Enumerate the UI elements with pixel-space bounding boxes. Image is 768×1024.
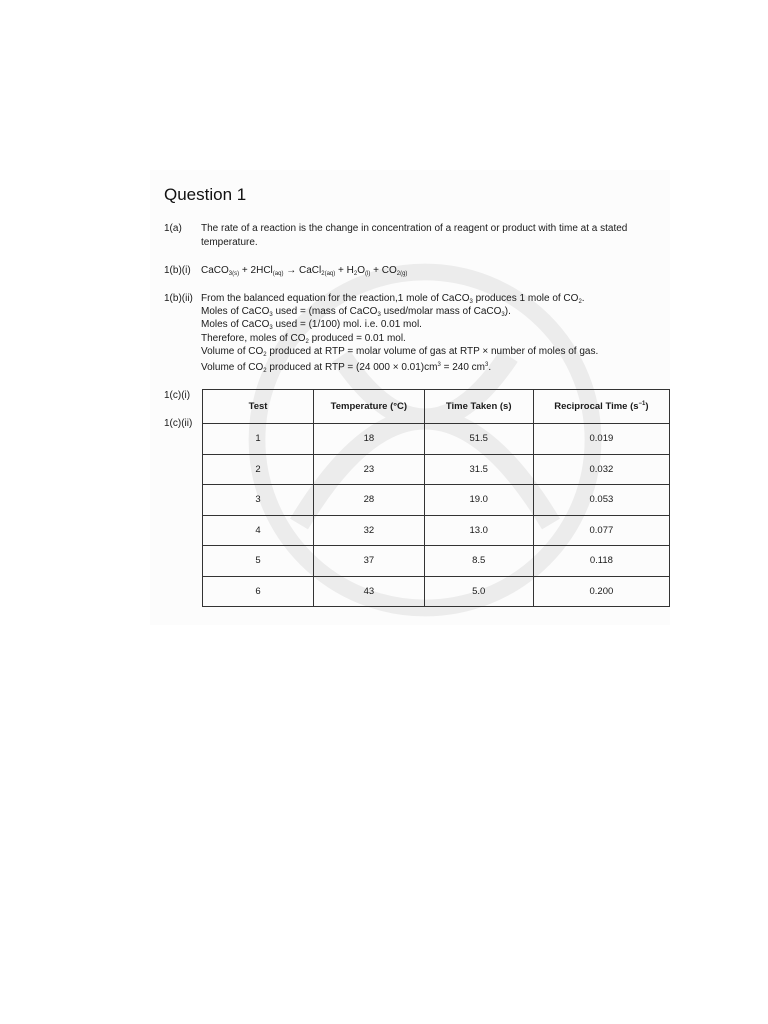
cell-reciprocal: 0.019 xyxy=(533,424,669,455)
label-1ci: 1(c)(i) xyxy=(164,390,191,401)
answer-1bii-line5: Volume of $CO_2$ produced at RTP = molar volume of gas at RTP × number of moles of gas. xyxy=(201,346,599,358)
cell-reciprocal: 0.053 xyxy=(533,485,669,516)
header-temperature: Temperature (°C) xyxy=(314,390,424,424)
cell-time: 5.0 xyxy=(424,576,533,607)
answer-1bii-line6: Volume of $CO_2$ produced at RTP = (24 $000 \times 0.01)cm^3 = 240$ $cm^3$. xyxy=(201,362,492,374)
answer-1a-line1: The rate of a reaction is the change in concentration of a reagent or product with time at a stated xyxy=(201,223,628,234)
cell-test: 4 xyxy=(203,515,314,546)
cell-temperature: 18 xyxy=(314,424,424,455)
cell-temperature: 23 xyxy=(314,454,424,485)
cell-time: 19.0 xyxy=(424,485,533,516)
cell-time: 31.5 xyxy=(424,454,533,485)
answer-1bii-line4: Therefore, moles of $CO_2$ produced = 0.01 mol. xyxy=(201,333,406,345)
cell-reciprocal: 0.077 xyxy=(533,515,669,546)
results-table xyxy=(202,389,670,607)
label-1a: 1(a) xyxy=(164,223,182,234)
table-header-row xyxy=(203,390,670,424)
answer-1a-line2: temperature. xyxy=(201,237,258,248)
cell-temperature: 43 xyxy=(314,576,424,607)
answer-1bii-line3: Moles of CaCO$_3$ used = (1/100) mol. i.e. 0.01 mol. xyxy=(201,319,422,331)
cell-time: 13.0 xyxy=(424,515,533,546)
label-1bi: 1(b)(i) xyxy=(164,265,191,276)
answer-1bii-line2: Moles of CaCO$_3$ used = (mass of CaCO$_3$ used/molar mass of CaCO$_3$). xyxy=(201,306,511,318)
question-title: Question 1 xyxy=(164,185,247,204)
cell-reciprocal: 0.118 xyxy=(533,546,669,577)
cell-time: 8.5 xyxy=(424,546,533,577)
answer-1bii-line1: From the balanced equation for the reaction,1 mole of CaCO$_3$ produces 1 mole of $CO_2$. xyxy=(201,293,585,305)
cell-test: 6 xyxy=(203,576,314,607)
cell-reciprocal: 0.200 xyxy=(533,576,669,607)
table-row xyxy=(203,485,670,516)
cell-temperature: 28 xyxy=(314,485,424,516)
table-row xyxy=(203,515,670,546)
table-row xyxy=(203,576,670,607)
cell-test: 1 xyxy=(203,424,314,455)
cell-temperature: 37 xyxy=(314,546,424,577)
cell-test: 3 xyxy=(203,485,314,516)
cell-time: 51.5 xyxy=(424,424,533,455)
cell-test: 2 xyxy=(203,454,314,485)
label-1cii: 1(c)(ii) xyxy=(164,418,193,429)
cell-test: 5 xyxy=(203,546,314,577)
cell-temperature: 32 xyxy=(314,515,424,546)
table-row xyxy=(203,546,670,577)
header-test: Test xyxy=(203,390,314,424)
table-row xyxy=(203,424,670,455)
header-reciprocal-time: Reciprocal Time $(s^{-1})$ xyxy=(533,390,669,424)
chemical-equation: CaCO$_{3(s)}$ + 2HCl$_{(aq)}$ → CaCl$_{2(aq)}$ + $H_2O_{(l)} + CO_{2(g)}$ xyxy=(201,265,408,277)
cell-reciprocal: 0.032 xyxy=(533,454,669,485)
label-1bii: 1(b)(ii) xyxy=(164,293,193,304)
table-row xyxy=(203,454,670,485)
header-time-taken: Time Taken (s) xyxy=(424,390,533,424)
